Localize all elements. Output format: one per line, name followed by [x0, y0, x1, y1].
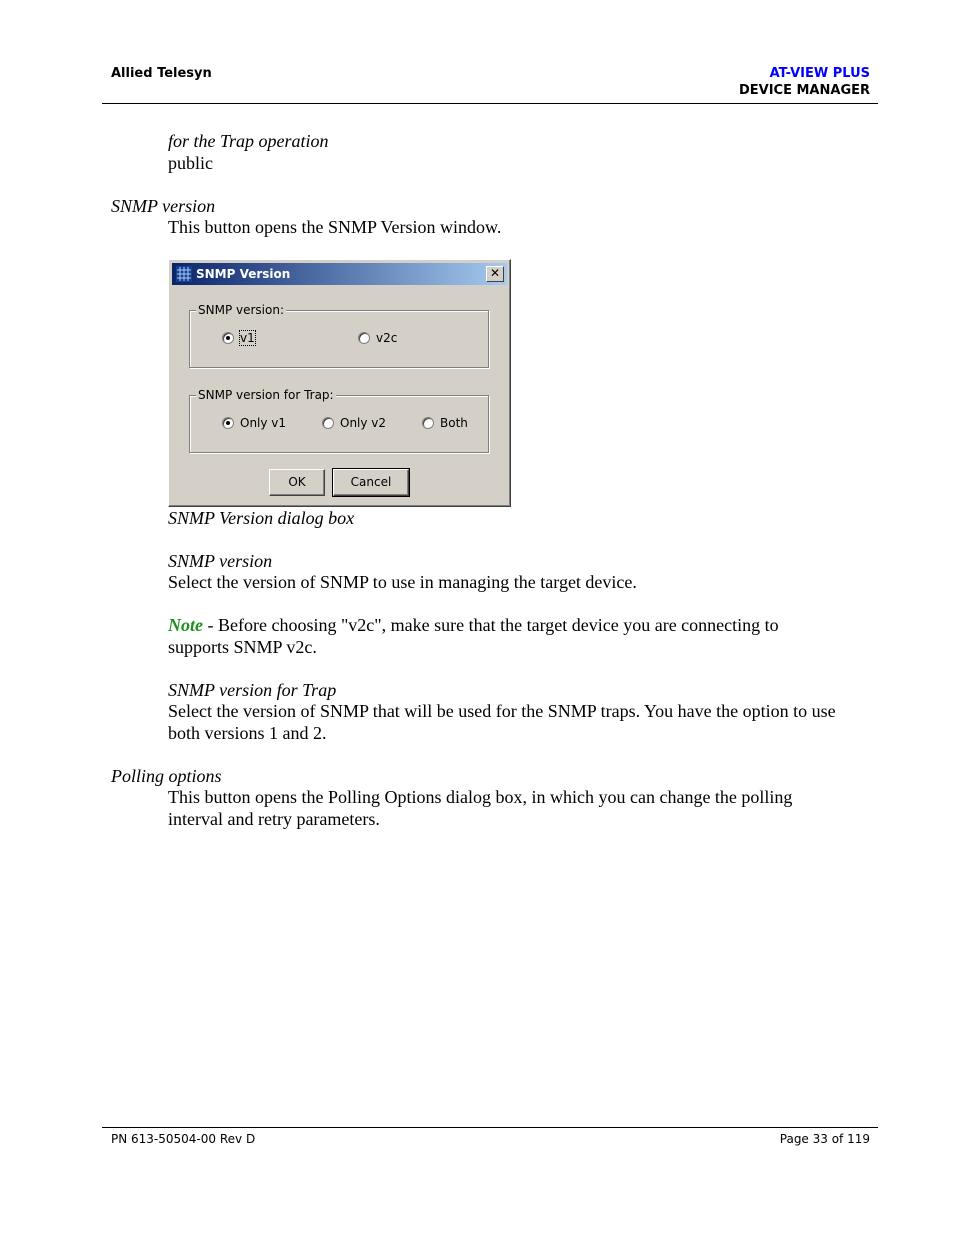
close-icon[interactable]: ✕ [486, 266, 504, 282]
sub-trap-desc-1: Select the version of SNMP that will be used for the SNMP traps. You have the option to use [168, 701, 836, 721]
grid-app-icon [176, 266, 192, 282]
radio-v2c[interactable] [358, 331, 397, 345]
radio-only-v1[interactable] [222, 416, 286, 430]
header-rule [102, 103, 878, 104]
company-name: Allied Telesyn [111, 66, 212, 81]
dialog-title: SNMP Version [196, 267, 291, 281]
polling-heading: Polling options [111, 766, 222, 786]
note-text-2: supports SNMP v2c. [168, 637, 317, 657]
polling-desc-1: This button opens the Polling Options dialog box, in which you can change the polling [168, 787, 793, 807]
polling-desc-2: interval and retry parameters. [168, 809, 380, 829]
dialog-titlebar[interactable] [172, 263, 507, 285]
radio-selected-icon [222, 417, 234, 429]
snmp-version-group [189, 303, 489, 368]
snmp-version-heading: SNMP version [111, 196, 216, 216]
snmp-version-dialog [168, 259, 511, 507]
radio-unselected-icon [322, 417, 334, 429]
sub-trap-heading: SNMP version for Trap [168, 680, 337, 700]
cancel-button[interactable]: Cancel [333, 469, 409, 496]
product-name: AT-VIEW PLUS [769, 66, 870, 81]
radio-v1-label: v1 [240, 331, 255, 345]
snmp-version-group-label: SNMP version: [198, 303, 284, 317]
trap-version-group-label: SNMP version for Trap: [198, 388, 334, 402]
footer-rule [102, 1127, 878, 1128]
module-name: DEVICE MANAGER [738, 83, 870, 98]
ok-button[interactable]: OK [269, 469, 325, 496]
radio-both-label: Both [440, 416, 468, 430]
radio-v1[interactable] [222, 331, 255, 345]
sub-snmp-version-desc: Select the version of SNMP to use in managing the target device. [168, 572, 637, 592]
note-label: Note [168, 615, 203, 635]
trap-version-group [189, 388, 489, 453]
note-text-1: - Before choosing "v2c", make sure that the target device you are connecting to [203, 615, 779, 635]
trap-value: public [168, 153, 213, 173]
radio-v2c-label: v2c [376, 331, 398, 345]
sub-trap-desc-2: both versions 1 and 2. [168, 723, 327, 743]
note-paragraph [168, 614, 779, 636]
dialog-caption: SNMP Version dialog box [168, 508, 355, 528]
radio-only-v2-label: Only v2 [340, 416, 387, 430]
radio-unselected-icon [358, 332, 370, 344]
radio-both[interactable] [422, 416, 468, 430]
sub-snmp-version-heading: SNMP version [168, 551, 273, 571]
radio-selected-icon [222, 332, 234, 344]
part-number: PN 613-50504-00 Rev D [111, 1132, 256, 1146]
radio-only-v1-label: Only v1 [240, 416, 287, 430]
snmp-version-desc: This button opens the SNMP Version window. [168, 217, 502, 237]
radio-unselected-icon [422, 417, 434, 429]
trap-label: for the Trap operation [168, 131, 329, 151]
page-number: Page 33 of 119 [779, 1132, 870, 1146]
radio-only-v2[interactable] [322, 416, 386, 430]
